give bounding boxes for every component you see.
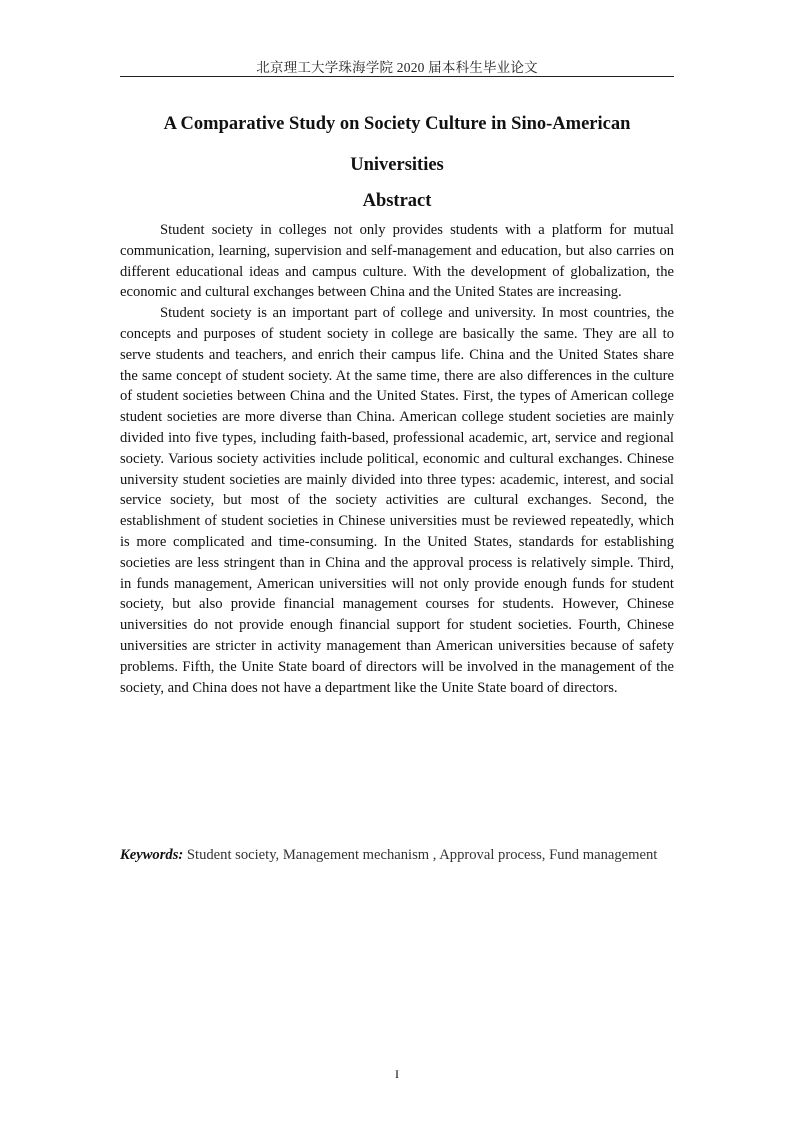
page-number: I — [395, 1067, 399, 1081]
abstract-paragraph: Student society in colleges not only provides students with a platform for mutual communication, learning, supervision and self-management and education, but also carries on different educational ideas and campus culture. With the development of globalization, the economic and cultural exchanges between China and the United States are increasing. — [120, 222, 674, 301]
paper-title: A Comparative Study on Society Culture in Sino-American Universities — [163, 114, 631, 175]
keywords-text: Student society, Management mechanism , Approval process, Fund management — [186, 847, 658, 863]
header-rule — [120, 76, 674, 77]
running-header: 北京理工大学珠海学院 2020 届本科生毕业论文 — [256, 60, 538, 75]
keywords — [120, 845, 674, 866]
abstract-heading: Abstract — [362, 191, 432, 211]
abstract-body — [120, 220, 674, 698]
keywords-label: Keywords: — [120, 847, 184, 863]
abstract-paragraph: Student society is an important part of college and university. In most countries, the concepts and purposes of student society in college are basically the same. They are all to serve students and teachers, and enrich their campus life. China and the United States share the same concept of student society. At the same time, there are also differences in the culture of student societies between China and the United States. First, the types of American college student societies are more diverse than China. American college student societies are mainly divided into five types, including faith-based, professional academic, art, service and regional society. Various society activities include political, economic and cultural exchanges. Chinese university student societies are mainly divided into three types: academic, interest, and social service society, but most of the society activities are cultural exchanges. Second, the establishment of student societies in Chinese universities must be reviewed repeatedly, which is more complicated and time-consuming. In the United States, standards for establishing societies are less stringent than in China and the approval process is relatively simple. Third, in funds management, American universities will not only provide enough funds for student society, but also provide financial management courses for students. However, Chinese universities do not provide enough financial support for student societies. Fourth, Chinese universities are stricter in activity management than American universities because of safety problems. Fifth, the Unite State board of directors will be involved in the management of the society, and China does not have a department like the Unite State board of directors. — [120, 305, 674, 696]
